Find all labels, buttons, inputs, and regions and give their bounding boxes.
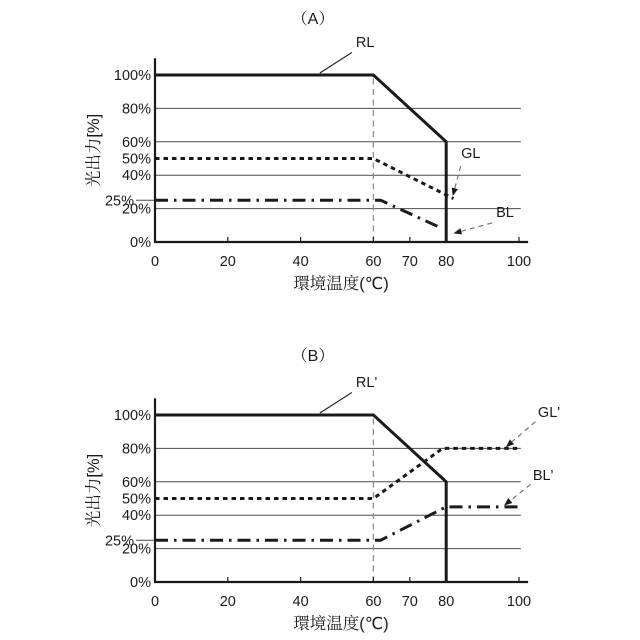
leader-BL	[461, 223, 492, 231]
leader-arrowhead-GL	[452, 188, 458, 197]
x-axis-label: 環境温度(℃)	[293, 615, 389, 633]
x-tick-label-0: 0	[150, 254, 160, 270]
y-tick-label-40: 40%	[121, 168, 151, 185]
x-tick-label-60: 60	[365, 594, 382, 610]
y-tick-label-50: 50%	[121, 491, 151, 508]
x-tick-label-70: 70	[401, 594, 418, 610]
leader-GL-prime	[512, 422, 535, 442]
annotation-BL: BL	[496, 204, 514, 221]
x-axis-label: 環境温度(℃)	[293, 275, 389, 293]
y-tick-label-50: 50%	[121, 151, 151, 168]
y-tick-label-100: 100%	[113, 68, 151, 84]
series-BL-prime	[155, 507, 519, 540]
leader-RL-prime	[320, 392, 352, 413]
x-tick-label-0: 0	[150, 594, 160, 610]
y-tick-label-100: 100%	[113, 408, 151, 424]
x-tick-label-60: 60	[365, 254, 382, 270]
y-tick-label-20: 20%	[121, 541, 151, 558]
y-tick-label-80: 80%	[121, 441, 151, 458]
y-tick-label-25: 25%	[104, 193, 134, 210]
x-tick-label-80: 80	[438, 254, 455, 270]
y-tick-label-80: 80%	[121, 101, 151, 118]
annotation-RL: RL	[355, 34, 375, 51]
x-tick-label-40: 40	[292, 594, 309, 610]
series-GL	[155, 159, 453, 199]
panel-title: （A）	[291, 11, 335, 28]
panel-B	[0, 320, 640, 640]
series-BL	[155, 200, 443, 228]
x-tick-label-40: 40	[292, 254, 309, 270]
y-tick-label-60: 60%	[121, 134, 151, 151]
chart-B-canvas	[0, 320, 640, 640]
series-GL-prime	[155, 448, 519, 498]
leader-BL-prime	[510, 484, 530, 500]
y-tick-label-60: 60%	[121, 474, 151, 491]
x-tick-label-80: 80	[438, 594, 455, 610]
y-axis-label: 光出力[%]	[85, 113, 103, 188]
y-tick-label-0: 0%	[130, 575, 151, 591]
leader-arrowhead-BL-prime	[504, 498, 512, 505]
panel-title: （B）	[291, 348, 335, 365]
x-tick-label-100: 100	[506, 594, 532, 610]
y-axis-label: 光出力[%]	[85, 453, 103, 528]
y-tick-label-40: 40%	[121, 508, 151, 525]
y-tick-label-25: 25%	[104, 533, 134, 550]
x-tick-label-100: 100	[506, 254, 532, 270]
annotation-BL-prime: BL'	[532, 467, 554, 484]
annotation-RL-prime: RL'	[355, 374, 378, 391]
annotation-GL-prime: GL'	[537, 405, 561, 422]
leader-GL	[455, 166, 461, 188]
leader-arrowhead-BL	[453, 228, 462, 234]
leader-RL	[320, 52, 352, 73]
annotation-GL: GL	[461, 145, 481, 162]
y-tick-label-20: 20%	[121, 201, 151, 218]
x-tick-label-20: 20	[219, 594, 236, 610]
x-tick-label-20: 20	[219, 254, 236, 270]
y-tick-label-0: 0%	[130, 235, 151, 251]
x-tick-label-70: 70	[401, 254, 418, 270]
